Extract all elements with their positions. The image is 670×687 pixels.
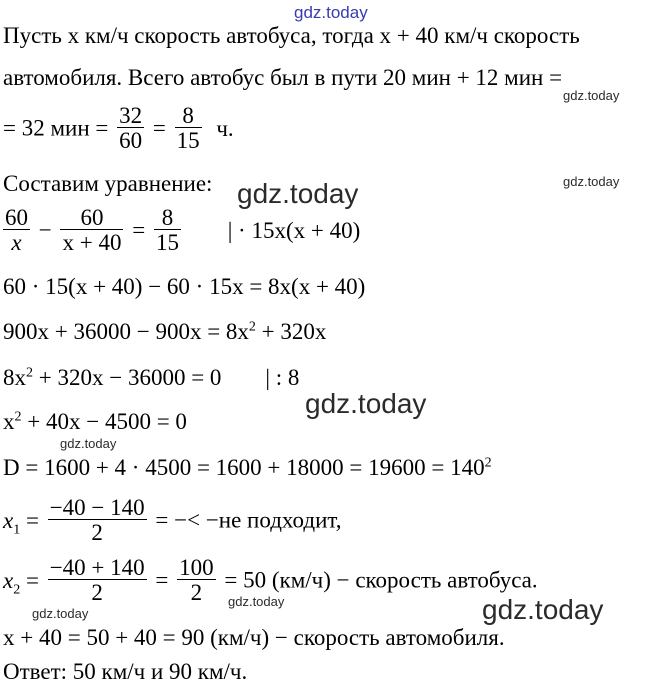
text-line-2: автомобиля. Всего автобус был в пути 20 мин + 12 мин =: [3, 65, 563, 90]
time-sum-prefix: = 32 мин =: [3, 115, 109, 141]
fraction-denominator: x + 40: [62, 230, 122, 255]
exponent: 2: [484, 455, 492, 471]
subscript: 1: [13, 522, 21, 538]
root-x2-conclusion: = 50 (км/ч) − скорость автобуса.: [224, 567, 538, 593]
unit-hours: ч.: [216, 115, 234, 141]
fraction-denominator: 2: [190, 580, 203, 605]
watermark-5: gdz.today: [60, 436, 117, 451]
fraction-denominator: 60: [119, 128, 143, 153]
fraction-denominator: x: [11, 230, 22, 255]
fraction-denominator: 15: [176, 128, 200, 153]
fraction-numerator: 32: [119, 103, 143, 128]
equation-line-7: [3, 320, 326, 343]
divisor-note: | : 8: [265, 365, 300, 390]
equation-line-6: 60 · 15(x + 40) − 60 · 15x = 8x(x + 40): [3, 274, 366, 299]
exponent: 2: [248, 319, 256, 335]
root-x1-conclusion: = −< −не подходит,: [155, 507, 342, 533]
fraction-root-x1: [48, 496, 147, 544]
exponent: 2: [14, 409, 22, 425]
fraction-denominator: 2: [91, 520, 103, 545]
fraction-numerator: 8: [154, 206, 181, 230]
eq8-left: 8x: [3, 365, 26, 390]
fraction-numerator: 60: [5, 205, 28, 230]
root-x1-label: [3, 507, 39, 538]
watermark-4: gdz.today: [305, 388, 427, 419]
watermark-3: gdz.today: [563, 174, 620, 189]
multiplier-note: | · 15x(x + 40): [227, 217, 361, 243]
text-line-1: Пусть x км/ч скорость автобуса, тогда x + 40 км/ч скорость: [3, 23, 580, 48]
fraction-numerator: −40 − 140: [49, 495, 145, 520]
fraction-100-2: [177, 556, 216, 604]
answer-line: Ответ: 50 км/ч и 90 км/ч.: [3, 659, 248, 684]
equation-line-9: [3, 410, 187, 433]
fraction-denominator: 15: [155, 230, 179, 255]
watermark-8: gdz.today: [482, 594, 604, 625]
subscript: 2: [13, 582, 21, 598]
equals-sign: =: [132, 217, 146, 243]
equation-line-8: [3, 366, 299, 389]
eq7-left: 900x + 36000 − 900x = 8x: [3, 319, 249, 344]
eq9-right: + 40x − 4500 = 0: [21, 409, 187, 434]
equals-sign: =: [20, 507, 39, 533]
fraction-8-15: [154, 206, 181, 254]
exponent: 2: [26, 365, 33, 381]
watermark-1: gdz.today: [563, 88, 620, 103]
fraction-60-x-plus-40: [60, 206, 123, 254]
fraction-60-x: [3, 206, 30, 254]
discriminant-text: D = 1600 + 4 · 4500 = 1600 + 18000 = 19600 = 140: [3, 455, 485, 480]
fraction-numerator: 60: [60, 206, 123, 230]
equation-line-3: [3, 104, 234, 152]
equals-sign: =: [20, 567, 39, 593]
fraction-root-x2: [48, 556, 147, 604]
equals-sign: =: [152, 115, 166, 141]
variable: x: [3, 507, 14, 533]
watermark-7: gdz.today: [228, 594, 285, 609]
watermark-top: gdz.today: [294, 3, 368, 22]
equals-sign: =: [155, 567, 169, 593]
text-line-13: x + 40 = 50 + 40 = 90 (км/ч) − скорость автомобиля.: [3, 625, 505, 650]
variable: x: [3, 567, 14, 593]
equation-line-10: [3, 456, 492, 479]
watermark-2: gdz.today: [237, 178, 359, 209]
fraction-numerator: −40 + 140: [49, 555, 145, 580]
equation-line-11: [3, 496, 341, 544]
fraction-8-15: [175, 104, 202, 152]
minus-sign: −: [38, 217, 52, 243]
fraction-numerator: 8: [175, 104, 202, 128]
eq9-left: x: [3, 409, 15, 434]
fraction-32-60: [117, 104, 144, 152]
eq7-right: + 320x: [255, 319, 327, 344]
eq8-right: + 320x − 36000 = 0: [33, 365, 222, 390]
watermark-6: gdz.today: [32, 606, 89, 621]
fraction-denominator: 2: [91, 580, 103, 605]
fraction-numerator: 100: [179, 555, 214, 580]
root-x2-label: [3, 567, 39, 598]
equation-line-5: [3, 206, 360, 254]
text-line-4: Составим уравнение:: [3, 171, 213, 196]
